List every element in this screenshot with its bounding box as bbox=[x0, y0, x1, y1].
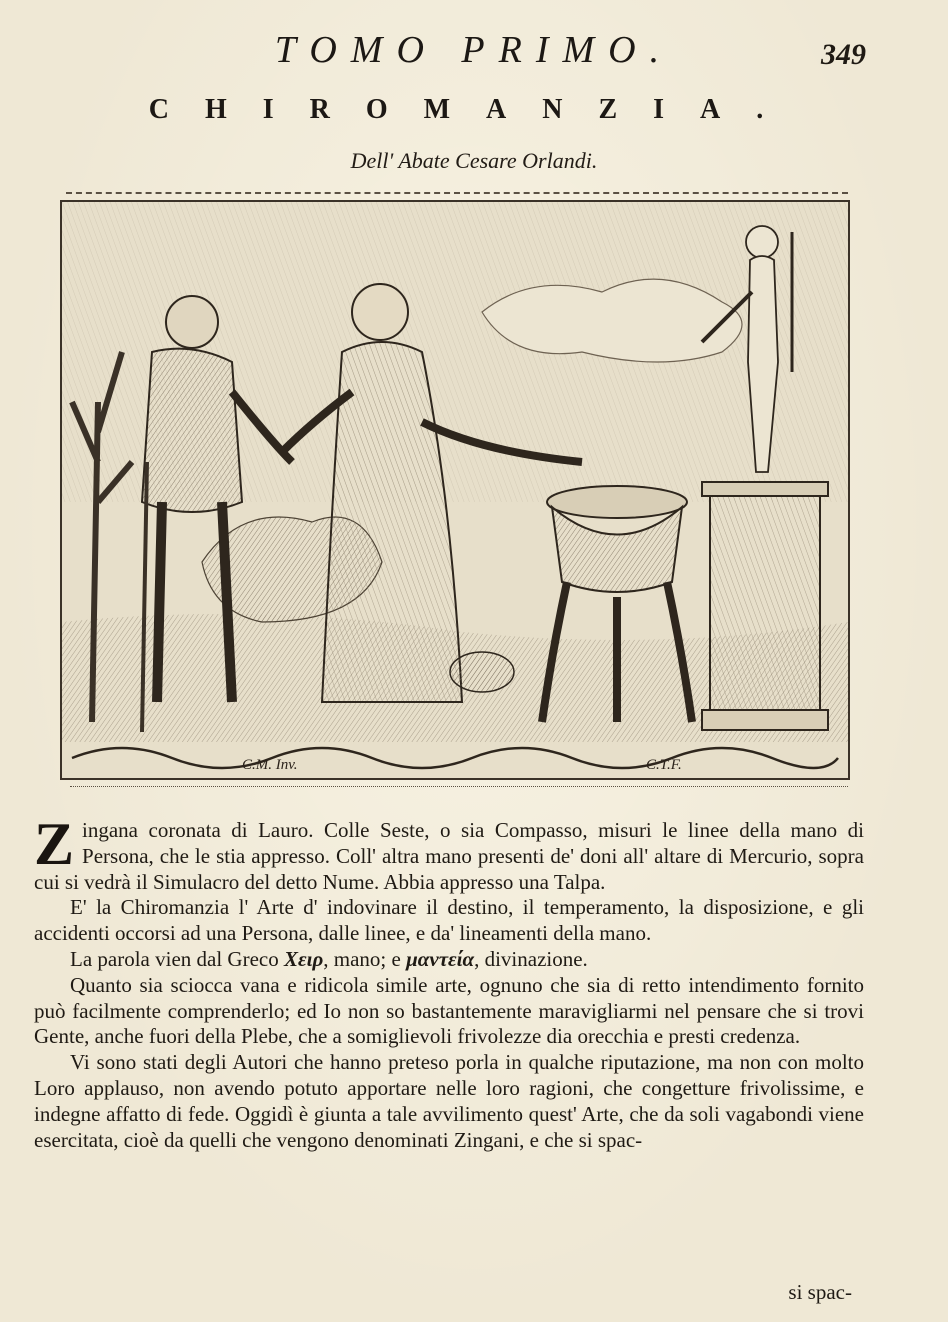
greek-word-divination: μαντεία bbox=[406, 946, 475, 971]
engraving-signature-left: C.M. Inv. bbox=[242, 757, 298, 773]
paragraph-1 bbox=[34, 811, 864, 895]
greek-word-hand: Χειρ bbox=[283, 946, 324, 971]
paragraph-1-text: ingana coronata di Lauro. Colle Seste, o sia Compasso, misuri le linee della mano di Persona, che le stia appresso. Coll' altra mano presenti de' doni all' altare di Mercurio, sopra cui si vedrà il Simulacro del detto Nume. Abbia appresso una Talpa. bbox=[34, 818, 864, 894]
mole-figure bbox=[450, 652, 514, 692]
running-title: TOMO PRIMO. bbox=[274, 29, 674, 71]
paragraph-5: Vi sono stati degli Autori che hanno preteso porla in qualche riputazione, ma non con molto Loro applauso, non avendo potuto apportare nelle loro ragioni, che congetture frivolissime, e indegne affatto di fede. Oggidì è giunta a tale avvilimento quest' Arte, che da soli vagabondi viene esercitata, cioè da quelli che vengono denominati Zingani, e che si spac- bbox=[34, 1050, 864, 1152]
paragraph-3-suffix: , divinazione. bbox=[474, 946, 588, 971]
engraving-drawing bbox=[62, 202, 848, 778]
page-number: 349 bbox=[821, 38, 866, 71]
bottom-rule bbox=[70, 786, 848, 787]
paragraph-4: Quanto sia sciocca vana e ridicola simile arte, ognuno che sia di retto intendimento fornito può facilmente comprenderlo; ed Io non so bastantemente maravigliarmi nel pensare che si trovi Gente, anche fuori della Plebe, che a somiglievoli frivolezze dia orecchia e presti credenza. bbox=[34, 972, 864, 1049]
body-text bbox=[34, 811, 864, 1153]
paragraph-2: E' la Chiromanzia l' Arte d' indovinare il destino, il temperamento, la disposizione, e gli accidenti occorsi ad una Persona, dalle linee, e da' lineamenti della mano. bbox=[34, 895, 864, 946]
paragraph-3-middle: , mano; e bbox=[323, 946, 401, 971]
catchword: si spac- bbox=[788, 1280, 852, 1304]
paragraph-3 bbox=[34, 947, 864, 973]
mercury-pedestal bbox=[702, 482, 828, 730]
drop-cap: Z bbox=[34, 811, 75, 877]
paragraph-3-prefix: La parola vien dal Greco bbox=[70, 946, 279, 971]
top-rule bbox=[66, 192, 848, 194]
engraving-illustration bbox=[60, 200, 850, 780]
engraving-signature-right: C.T.F. bbox=[646, 757, 682, 773]
author-byline: Dell' Abate Cesare Orlandi. bbox=[350, 148, 598, 173]
running-head bbox=[0, 28, 948, 76]
section-title: CHIROMANZIA. bbox=[148, 94, 800, 125]
